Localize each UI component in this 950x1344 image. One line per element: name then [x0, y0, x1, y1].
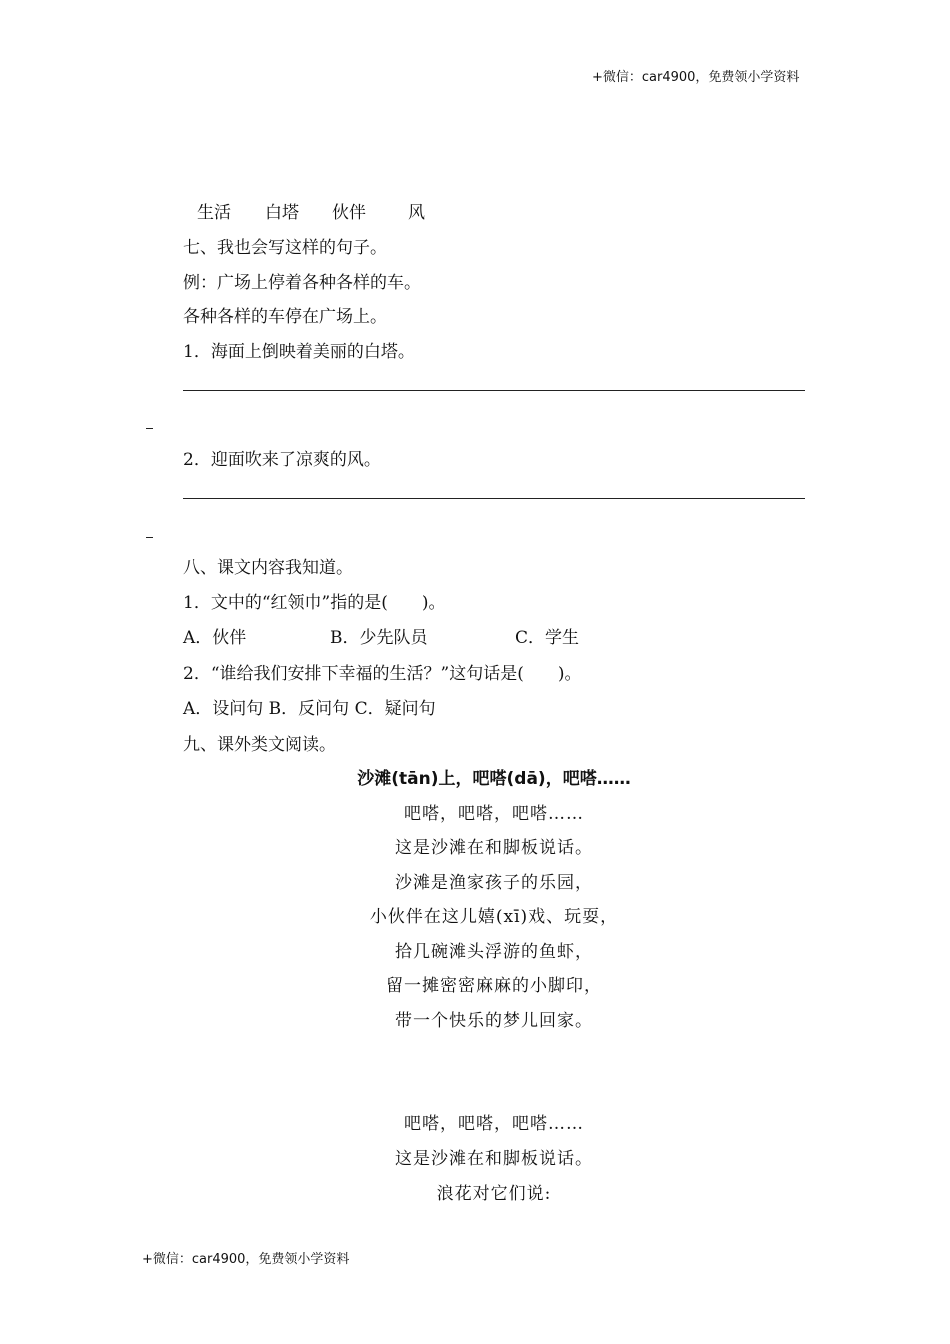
section7-heading: 七、我也会写这样的句子。: [183, 238, 387, 258]
word-item: 白塔: [265, 203, 299, 223]
poem-line: 小伙伴在这儿嬉(xī)戏、玩耍，: [369, 907, 619, 927]
poem-line: 留一摊密密麻麻的小脚印，: [386, 976, 602, 996]
poem-line: 这是沙滩在和脚板说话。: [395, 838, 593, 858]
poem-line: 浪花对它们说:: [436, 1184, 552, 1204]
section8-question-1: 1．文中的“红领巾”指的是( )。: [183, 593, 446, 613]
section9-heading: 九、课外类文阅读。: [183, 735, 336, 755]
answer-line-2: [183, 498, 805, 499]
answer-line-2-tail: [146, 537, 153, 538]
poem-line: 拾几碗滩头浮游的鱼虾，: [395, 942, 593, 962]
section8-q2-options: A．设问句 B．反问句 C．疑问句: [183, 699, 436, 719]
section7-question-1: 1．海面上倒映着美丽的白塔。: [183, 342, 415, 362]
option-b: B．少先队员: [330, 628, 428, 648]
section8-question-2: 2．“谁给我们安排下幸福的生活？”这句话是( )。: [183, 664, 582, 684]
answer-line-1-tail: [146, 428, 153, 429]
footer-note: +微信：car4900，免费领小学资料: [142, 1252, 350, 1267]
header-note: +微信：car4900，免费领小学资料: [592, 70, 800, 85]
poem-line: 吧嗒，吧嗒，吧嗒……: [404, 1114, 584, 1134]
section7-example-answer: 各种各样的车停在广场上。: [183, 307, 387, 327]
word-item: 伙伴: [332, 203, 366, 223]
option-c: C．学生: [515, 628, 580, 648]
word-item: 风: [408, 203, 425, 223]
section7-example: 例：广场上停着各种各样的车。: [183, 273, 421, 293]
poem-line: 带一个快乐的梦儿回家。: [395, 1011, 593, 1031]
section8-heading: 八、课文内容我知道。: [183, 558, 353, 578]
poem-line: 吧嗒，吧嗒，吧嗒……: [404, 804, 584, 824]
word-item: 生活: [197, 203, 231, 223]
section7-question-2: 2．迎面吹来了凉爽的风。: [183, 450, 381, 470]
answer-line-1: [183, 390, 805, 391]
poem-line: 这是沙滩在和脚板说话。: [395, 1149, 593, 1169]
poem-title: 沙滩(tān)上，吧嗒(dā)，吧嗒……: [357, 769, 631, 789]
option-a: A．伙伴: [183, 628, 247, 648]
poem-line: 沙滩是渔家孩子的乐园，: [395, 873, 593, 893]
